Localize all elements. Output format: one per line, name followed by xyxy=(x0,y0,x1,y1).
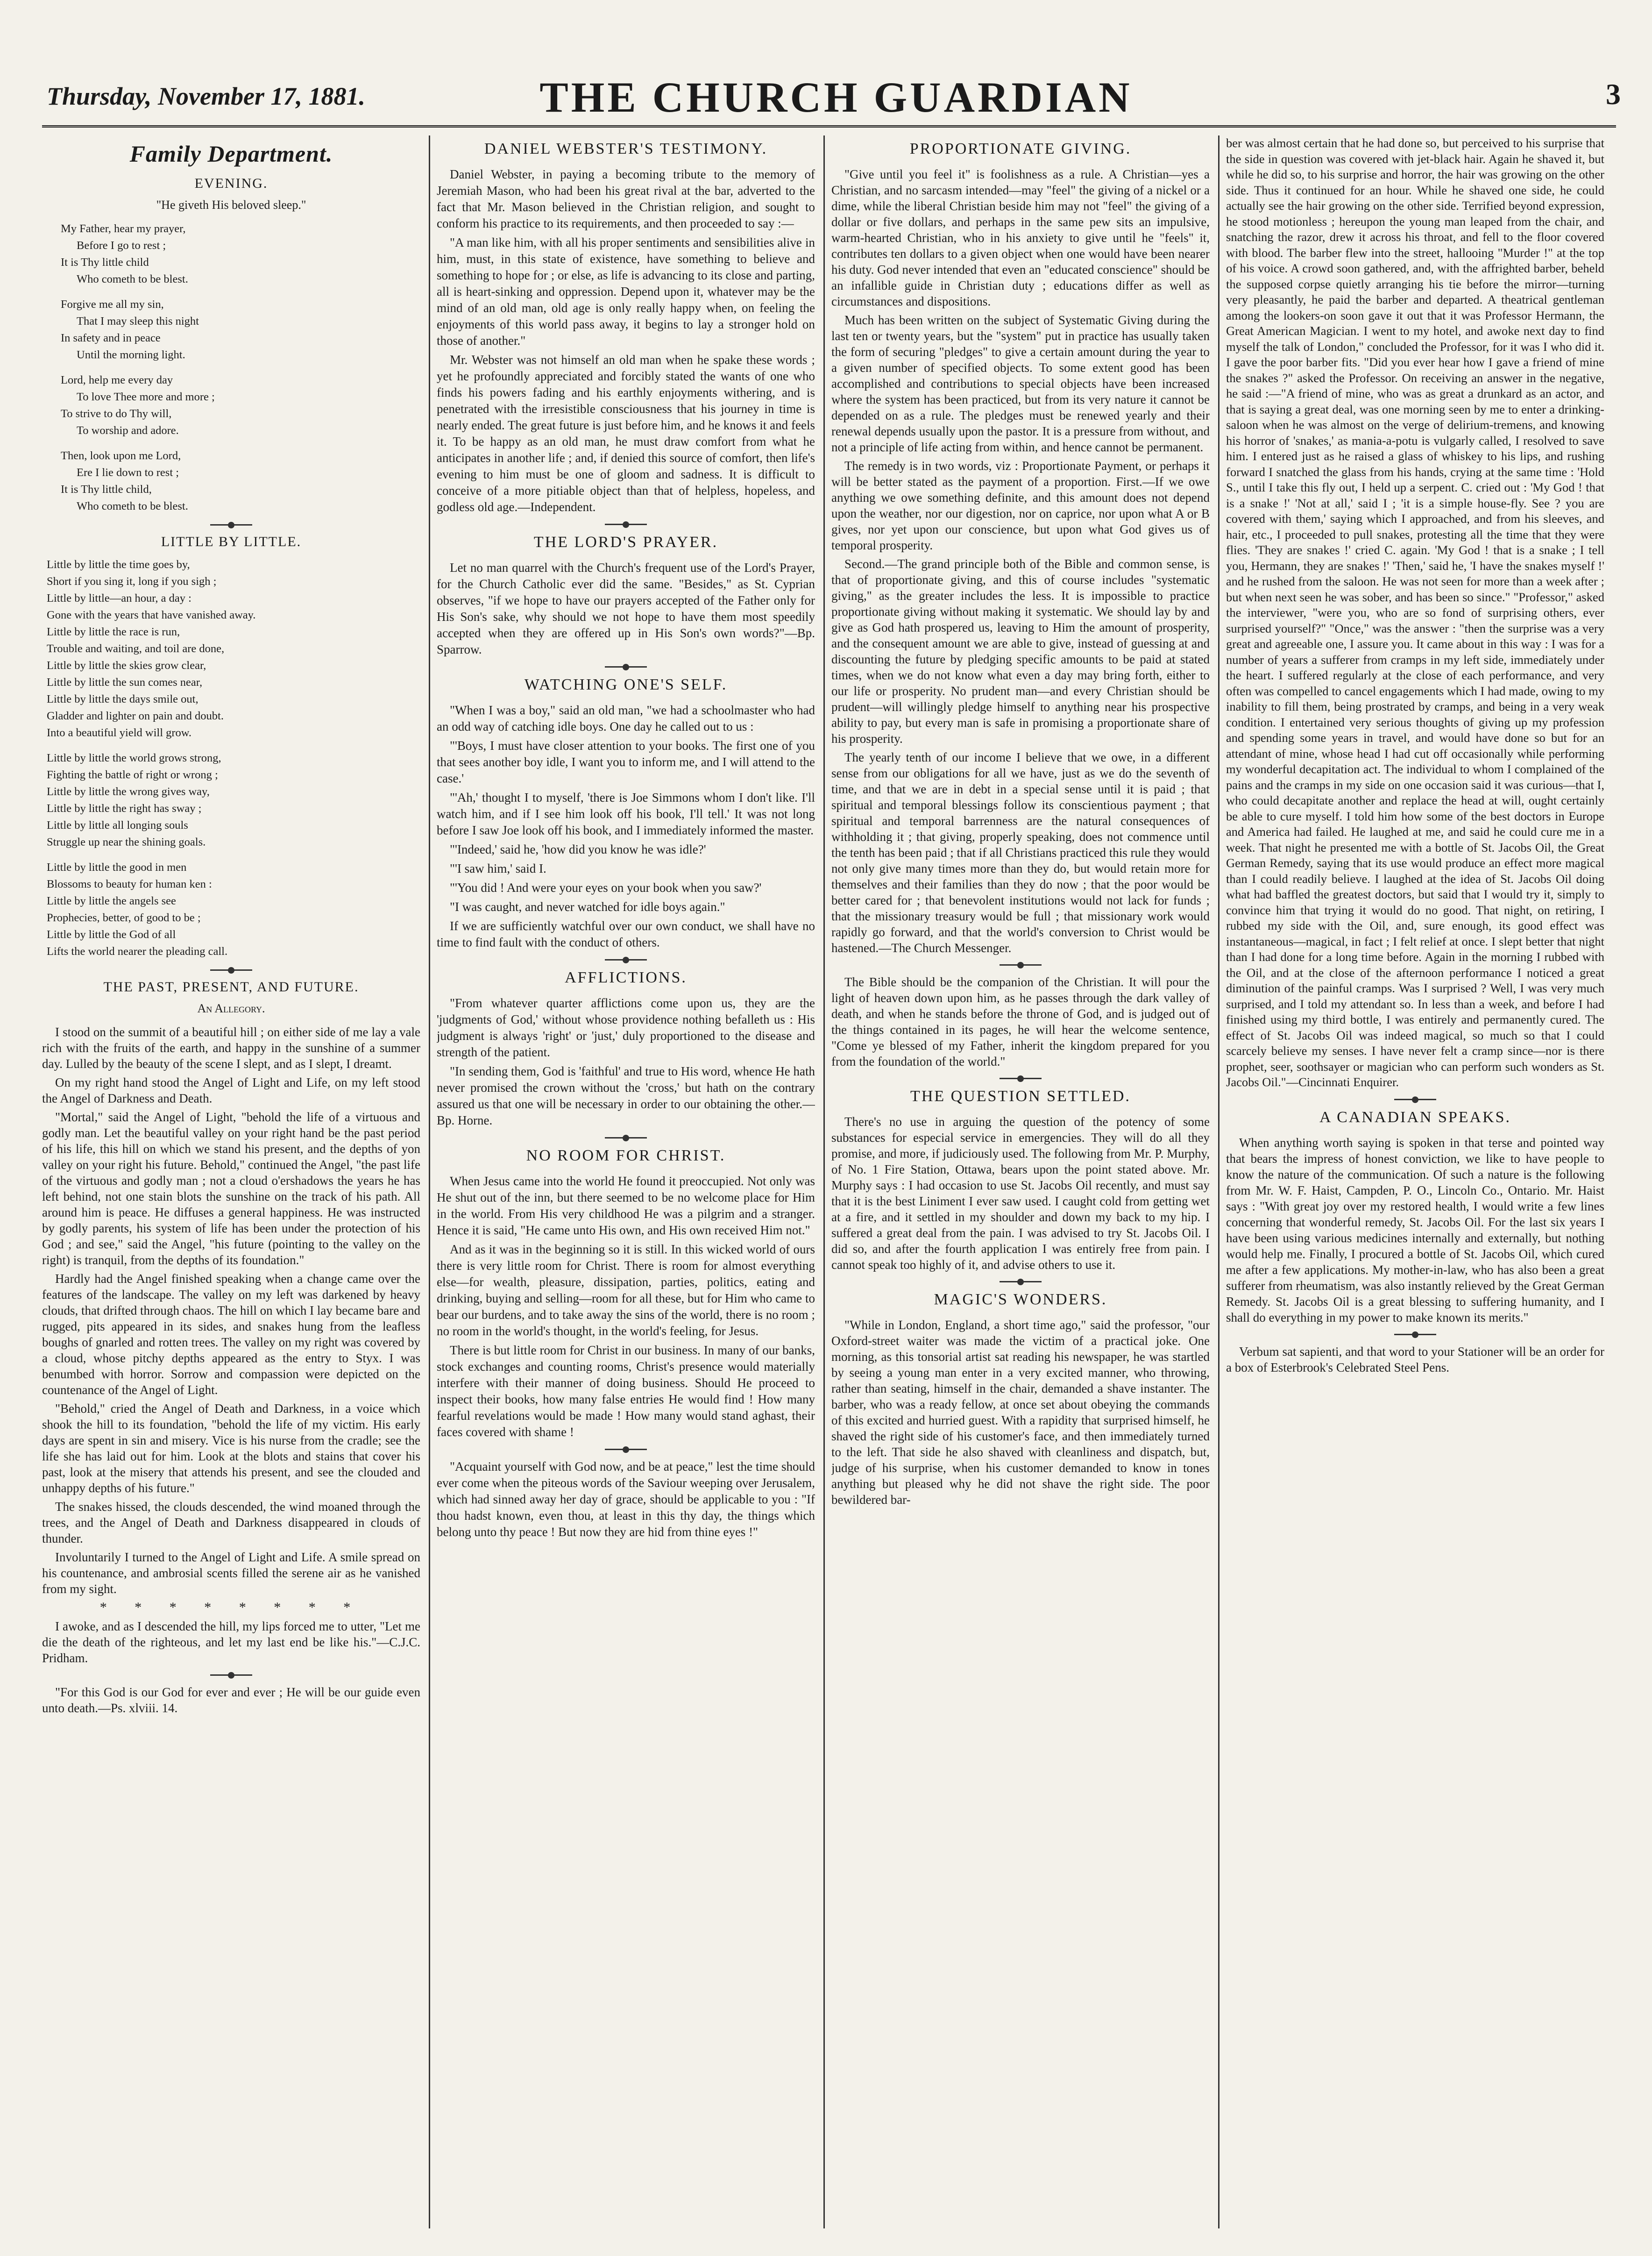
poem-title: LITTLE BY LITTLE. xyxy=(161,534,302,549)
article-title: WATCHING ONE'S SELF. xyxy=(524,676,728,693)
poem-line: Little by little the good in men xyxy=(47,861,187,874)
article-title: MAGIC'S WONDERS. xyxy=(934,1291,1107,1308)
poem-line: Little by little the God of all xyxy=(47,928,176,941)
poem-line: Lifts the world nearer the pleading call. xyxy=(47,945,228,958)
article-past-present-future xyxy=(42,979,420,1716)
poem-line: Little by little all longing souls xyxy=(47,819,188,832)
article-paragraph: The remedy is in two words, viz : Proportionate Payment, or perhaps it will be better stated as the payment of a proportion. First.—If we owe anything we owe something definite, and this amount does not depend upon the weather, nor our digestion, nor on caprice, nor upon what A or B gives, nor yet upon our conscience, but upon what God gives us of temporal prosperity. xyxy=(831,459,1210,552)
article-title: THE QUESTION SETTLED. xyxy=(910,1088,1131,1105)
article-paragraph: When anything worth saying is spoken in that terse and pointed way that bears the impress of honest conviction, we like to have people to know the nature of the communication. Of such a nature is the following from Mr. W. F. Haist, Campden, P. O., Lincoln Co., Ontario. Mr. Haist says : "With great joy over my restored health, I would write a few lines concerning that wonderful remedy, St. Jacobs Oil. For the last six years I have been using various medicines internally and externally, but nothing would help me. Finally, I procured a bottle of St. Jacobs Oil, which cured me after a few applications. My mother-in-law, who has also been a great sufferer from rheumatism, was also instantly relieved by the Great German Remedy. St. Jacobs Oil is a great blessing to suffering humanity, and I shall do everything in my power to make known its merits." xyxy=(1226,1135,1604,1324)
section-separator xyxy=(1000,1281,1042,1282)
poem-little-by-little xyxy=(42,534,420,960)
page-number: 3 xyxy=(1606,78,1621,111)
section-separator xyxy=(605,1137,647,1139)
article-paragraph: The yearly tenth of our income I believe that we owe, in a different sense from our obligations for all we have, just as we do the seventh of time, and that we are in debt in a special sense until it is paid ; that spiritual and temporal blessings follow its conscientious payment ; that spiritual and temporal barrenness are the natural consequences of withholding it ; that giving, properly speaking, does not commence until the tenth has been paid ; that if all Christians practiced this rule they would not only give many times more than they do, but would retain more for themselves and their families than they do now ; that the poor would be better cared for ; that benevolent institutions would not lack for funds ; that the missionary treasury would be full ; that missionary work would rapidly go forward, and that the world's conversion to Christ would be hastened.—The Church Messenger. xyxy=(831,750,1210,955)
department-heading: Family Department. xyxy=(129,141,333,167)
poem-body xyxy=(47,556,420,960)
newspaper-title: THE CHURCH GUARDIAN xyxy=(539,73,1133,121)
article-magics-wonders xyxy=(831,1291,1210,1508)
section-separator xyxy=(605,666,647,668)
poem-evening xyxy=(42,176,420,515)
section-separator xyxy=(1000,1078,1042,1079)
poem-line: Prophecies, better, of good to be ; xyxy=(47,911,201,924)
column-3 xyxy=(831,135,1210,2228)
poem-line: Forgive me all my sin, xyxy=(61,298,164,311)
poem-line: Lord, help me every day xyxy=(61,374,173,386)
article-paragraph: "'Indeed,' said he, 'how did you know he was idle?' xyxy=(450,842,706,856)
article-paragraph: "A man like him, with all his proper sentiments and sensibilities alive in him, must, in this state of existence, have something to believe and something to hope for ; or else, as life is advancing to its close and parting, all is heart-sinking and oppression. Depend upon it, whatever may be the mind of an old man, old age is only really happy when, on feeling the enjoyments of this world pass away, it begins to lay a stronger hold on those of another." xyxy=(437,235,815,348)
article-paragraph: On my right hand stood the Angel of Light and Life, on my left stood the Angel of Darkness and Death. xyxy=(42,1075,420,1105)
column-divider xyxy=(429,135,430,2228)
article-title: A CANADIAN SPEAKS. xyxy=(1319,1108,1511,1126)
section-separator xyxy=(605,524,647,525)
article-paragraph: "Mortal," said the Angel of Light, "behold the life of a virtuous and godly man. Let the beautiful valley on your right hand be the past period of his life, this hill on which we stand his present, and the depths of yon valley on your right his future. Behold," continued the Angel, "the past life of the virtuous and godly man ; not a cloud o'ershadows the years he has left behind, not one stain blots the sunshine on the track of his path. All around him is peace. He diffuses a general happiness. He was instructed by godly parents, his system of life has been under the protection of his God ; and see," said the Angel, "his future (pointing to the valley on the right) is tranquil, from the depths of its foundation." xyxy=(42,1110,420,1267)
article-paragraph: The snakes hissed, the clouds descended, the wind moaned through the trees, and the Angel of Death and Darkness disappeared in clouds of thunder. xyxy=(42,1500,420,1545)
article-paragraph: "I was caught, and never watched for idle boys again." xyxy=(450,900,725,914)
poem-line: That I may sleep this night xyxy=(77,315,199,327)
poem-line: Struggle up near the shining goals. xyxy=(47,836,206,848)
poem-line: Who cometh to be blest. xyxy=(77,500,188,512)
article-title: AFFLICTIONS. xyxy=(565,969,687,986)
poem-line: To worship and adore. xyxy=(77,424,179,437)
article-title: THE PAST, PRESENT, AND FUTURE. xyxy=(103,979,359,995)
poem-line: Little by little the sun comes near, xyxy=(47,676,203,689)
poem-stanza xyxy=(47,859,420,960)
poem-line: Little by little the wrong gives way, xyxy=(47,785,210,798)
poem-line: Fighting the battle of right or wrong ; xyxy=(47,769,218,781)
poem-line: Little by little the right has sway ; xyxy=(47,802,202,815)
article-watching xyxy=(437,676,815,951)
poem-line: Little by little the time goes by, xyxy=(47,558,190,571)
article-paragraph: "Behold," cried the Angel of Death and Darkness, in a voice which shook the hill to its foundation, "behold the life of my victim. His early days are spent in sin and misery. Vice is his nurse from the cradle; see the life she has laid out for him. Look at the blots and stains that cover his past, look at the misery that attends his present, and see the clouded and unhappy depths of his future." xyxy=(42,1402,420,1495)
section-separator xyxy=(210,969,252,971)
article-paragraph: "'Boys, I must have closer attention to your books. The first one of you that sees another boy idle, I want you to inform me, and I will attend to the case.' xyxy=(437,739,815,785)
poem-stanza xyxy=(47,556,420,741)
poem-stanza xyxy=(61,448,420,515)
poem-line: Before I go to rest ; xyxy=(77,239,166,252)
poem-line: Little by little the angels see xyxy=(47,895,176,907)
article-title: DANIEL WEBSTER'S TESTIMONY. xyxy=(484,140,768,157)
article-paragraph: "Acquaint yourself with God now, and be at peace," lest the time should ever come when the piteous words of the Saviour weeping over Jerusalem, which had sinned away her day of grace, should be applicable to you : "If thou hadst known, even thou, at least in this thy day, the things which belong unto thy peace ! But now they are hid from thine eyes !" xyxy=(437,1459,815,1539)
poem-epigraph: "He giveth His beloved sleep." xyxy=(156,198,306,212)
poem-line: Into a beautiful yield will grow. xyxy=(47,726,192,739)
poem-line: Trouble and waiting, and toil are done, xyxy=(47,642,225,655)
article-paragraph: If we are sufficiently watchful over our own conduct, we shall have no time to find fault with the conduct of others. xyxy=(437,919,815,949)
issue-date: Thursday, November 17, 1881. xyxy=(47,82,365,110)
section-separator xyxy=(1394,1334,1436,1335)
column-4 xyxy=(1226,135,1604,2228)
article-canadian-speaks xyxy=(1226,1109,1604,1375)
poem-line: Little by little the days smile out, xyxy=(47,693,199,705)
poem-line: Little by little the skies grow clear, xyxy=(47,659,206,672)
poem-line: Until the morning light. xyxy=(77,349,185,361)
article-paragraph: Hardly had the Angel finished speaking when a change came over the features of the landscape. The valley on my left was darkened by heavy clouds, that drifted through chaos. The hill on which I lay became bare and rugged, pits appeared in its sides, and snakes hung from the leafless boughs of gnarled and rotten trees. The valley on my right was covered by a cloud, whose pitchy depths appeared as the entry to Styx. I was benumbed with horror. Sorrow and compassion were depicted on the countenance of the Angel of Light. xyxy=(42,1272,420,1397)
article-webster xyxy=(437,140,815,515)
column-1 xyxy=(42,135,420,2228)
article-no-room xyxy=(437,1147,815,1540)
poem-stanza xyxy=(47,750,420,851)
article-paragraph: The Bible should be the companion of the Christian. It will pour the light of heaven down upon him, as he passes through the dark valley of death, and when he stands before the throne of God, and is judged out of the things contained in its pages, he will hear the welcome sentence, "Come ye blessed of my Father, inherit the kingdom prepared for you from the foundation of the world." xyxy=(831,975,1210,1068)
article-paragraph: ber was almost certain that he had done so, but perceived to his surprise that the side in question was covered with jet-black hair. Again he shaved it, but while he did so, to his surprise and horror, the hair was growing on the other side. Thus it continued for an hour. While he shaved one side, he could actually see the hair growing on the other side. Terrified beyond expression, he stood motionless ; hereupon the young man leaped from the chair, and snatching the razor, drew it across his throat, and fell to the floor covered with blood. The barber flew into the street, hallooing "Murder !" at the top of his voice. A crowd soon gathered, and, with the affrighted barber, beheld the supposed corpse quietly arranging his tie before the mirror—turning very pleasantly, he paid the barber and departed. A theatrical gentleman among the lookers-on soon gave it out that it was Professor Hermann, the Great American Magician. I went to my hotel, and awoke next day to find myself the talk of London," concluded the Professor, for it was I who did it. I gave the poor barber fits. "Did you ever hear how I gave a friend of mine the snakes ?" asked the Professor. On receiving an answer in the negative, he said :—"A friend of mine, who was as great a drunkard as an actor, and that is saying a great deal, was one morning seen by me to enter a drinking-saloon when he was almost on the verge of delirium-tremens, and knowing his horror of 'snakes,' as mania-a-potu is vulgarly called, I resolved to save him. I entered just as he raised a glass of whiskey to his lips, and rushing forward I snatched the glass from his hands, crying at the same time : 'Hold S., until I take this fly out, I held up a serpent. C. cried out : 'My God ! that is a snake !' 'Not at all,' said I ; 'it is a simple house-fly. See ? you are covered with them,' saying which I approached, and from his sleeves, and hair, etc., I proceeded to pull snakes, protesting all the time that they were flies. 'They are snakes !' cried C. again. 'My God ! that is a snake ; I tell you, Hermann, they are snakes !' 'Then,' said he, 'I have the snakes myself !' and he rushed from the saloon. He was not seen for more than a week after ; but when next seen he was sober, and has been so since." "Professor," asked the interviewer, "were you, who are so fond of surprising others, ever surprised yourself?" "Once," was the answer : "then the surprise was a very great and agreeable one, I assure you. It came about in this way : I was for a number of years a sufferer from cramps in my left side, immediately under the heart. I suffered regularly at the close of each performance, and very often was compelled to cancel engagements which I had made, owing to my inability to fill them, being prostrated by cramps, and being in a very weak condition. I entertained very serious thoughts of giving up my profession and spending some years in travel, and would have done so but for an attendant of mine, whose head I had cut off occasionally while performing my wonderful decapitation act. The individual to whom I complained of the pains and the cramps in my side on one occasion said it was curious—that I, who could decapitate another and replace the head at will, ought certainly be able to cure myself. I told him how some of the best doctors in Europe and America had failed. He laughed at me, and said he could cure me in a week. That night he presented me with a bottle of St. Jacobs Oil, the Great German Remedy, saying that its use would produce an effect more magical than I could readily believe. I laughed at the idea of St. Jacobs Oil doing what had baffled the greatest doctors, but said that I would try it, simply to convince him that trying it would do no good. That night, on retiring, I rubbed my side with the Oil, and, sure enough, its good effect was instantaneous—magical, in fact ; I felt relief at once. I slept better that night than I had done for a long time before. Again in the morning I rubbed with the Oil, and at the close of the afternoon performance I noticed a great diminution of the painful cramps. Was I surprised ? Well, I was very much surprised, and I told my attendant so. In less than a week, and before I had finished using my third bottle, I was entirely and permanently cured. The effect of St. Jacobs Oil was indeed magical, so much so that I could scarcely believe my senses. I have never felt a cramp since—nor is there prophet, seer, soothsayer or magician who can perform such wonders as St. Jacobs Oil."—Cincinnati Enquirer. xyxy=(1226,136,1604,1089)
poem-line: My Father, hear my prayer, xyxy=(61,222,186,235)
poem-line: Little by little—an hour, a day : xyxy=(47,592,191,605)
article-proportionate-giving xyxy=(831,140,1210,1069)
masthead-rule xyxy=(42,125,1616,128)
poem-line: Who cometh to be blest. xyxy=(77,273,188,285)
article-paragraph: "In sending them, God is 'faithful' and true to His word, whence He hath never promised the crown without the 'cross,' but hath on the contrary assured us that one will be necessary in order to our obtaining the other.—Bp. Horne. xyxy=(437,1064,815,1127)
article-afflictions xyxy=(437,969,815,1129)
poem-line: Then, look upon me Lord, xyxy=(61,449,181,462)
article-paragraph: Much has been written on the subject of Systematic Giving during the last ten or twenty years, but the "system" put in practice has usually taken the form of securing "pledges" to give a certain amount during the year to a given number of specified objects. To some extent good has been accomplished and contributions to special objects have been increased where the system has been practiced, but from its very nature it cannot be depended on as a rule. The pledges must be renewed yearly and their renewal depends usually upon the pastor. It is a pressure from without, and not a principle of life acting from within, and hence cannot be permanent. xyxy=(831,313,1210,454)
poem-line: Ere I lie down to rest ; xyxy=(77,466,179,479)
article-paragraph: Let no man quarrel with the Church's frequent use of the Lord's Prayer, for the Church Catholic ever did the same. "Besides," as St. Cyprian observes, "if we hope to have our prayers accepted of the Father only for His Son's sake, why should we not hope to have them most speedily accepted when they are offered up in His Son's own words?"—Bp. Sparrow. xyxy=(437,561,815,656)
article-paragraph: "When I was a boy," said an old man, "we had a schoolmaster who had an odd way of catching idle boys. One day he called out to us : xyxy=(437,703,815,733)
poem-stanza xyxy=(61,296,420,363)
section-separator xyxy=(1000,964,1042,966)
poem-stanza xyxy=(61,221,420,288)
section-separator xyxy=(210,1674,252,1676)
article-paragraph: Mr. Webster was not himself an old man when he spake these words ; yet he profoundly appreciated and forcibly stated the wants of one who finds his powers fading and his earthly enjoyments withering, and is penetrated with the irresistible consciousness that his journey in time is nearly ended. The great future is just before him, and he knows it and feels it. To be happy as an old man, he must draw comfort from what he anticipates in another life ; and, if denied this source of comfort, then life's evening to him must be one of gloom and sadness. It is difficult to conceive of a more pitiable object than that of helpless, hopeless, and godless old age.—Independent. xyxy=(437,353,815,514)
article-paragraph: Involuntarily I turned to the Angel of Light and Life. A smile spread on his countenance, and ambrosial scents filled the serene air as he vanished from my sight. xyxy=(42,1550,420,1596)
poem-line: Gone with the years that have vanished away. xyxy=(47,609,256,621)
article-title: NO ROOM FOR CHRIST. xyxy=(526,1147,726,1164)
poem-body xyxy=(61,221,420,515)
article-paragraph: "'Ah,' thought I to myself, 'there is Joe Simmons whom I don't like. I'll watch him, and if I see him look off his book, I'll tell.' It was not long before I saw Joe look off his book, and I immediately informed the master. xyxy=(437,790,815,837)
article-paragraph: There is but little room for Christ in our business. In many of our banks, stock exchanges and counting rooms, Christ's presence would materially interfere with their manner of doing business. Should He proceed to inspect their books, how many false entries He would find ! How many fearful revelations would be made ! How many would stand aghast, their faces covered with shame ! xyxy=(437,1343,815,1439)
section-separator xyxy=(605,1449,647,1450)
article-paragraph: "'You did ! And were your eyes on your book when you saw?' xyxy=(450,881,762,895)
article-paragraph: I awoke, and as I descended the hill, my lips forced me to utter, "Let me die the death of the righteous, and let my last end be like his."—C.J.C. Pridham. xyxy=(42,1619,420,1665)
column-divider xyxy=(1218,135,1220,2228)
poem-line: It is Thy little child, xyxy=(61,483,152,496)
poem-line: Little by little the world grows strong, xyxy=(47,752,221,764)
poem-title: EVENING. xyxy=(194,176,268,191)
article-paragraph: And as it was in the beginning so it is still. In this wicked world of ours there is very little room for Christ. There is room for almost everything else—for wealth, pleasure, dissipation, parties, politics, eating and drinking, buying and selling—room for all these, but for Him who came to bear our burdens, and to take away the sins of the world, there is no room ; no room in the world's thought, in the world's feeling, for Jesus. xyxy=(437,1242,815,1338)
article-paragraph: There's no use in arguing the question of the potency of some substances for especial service in emergencies. They will do all they promise, and more, if judiciously used. The following from Mr. P. Murphy, of No. 1 Fire Station, Ottawa, bears upon the point stated above. Mr. Murphy says : I had occasion to use St. Jacobs Oil recently, and must say that it is the best Liniment I ever saw used. I caught cold from getting wet at a fire, and it settled in my shoulder and down my back to my hip. I suffered a great deal from the pain. I was advised to try St. Jacobs Oil. I did so, and after the fourth application I was entirely free from pain. I cannot speak too highly of it, and advise others to use it. xyxy=(831,1115,1210,1272)
article-paragraph: I stood on the summit of a beautiful hill ; on either side of me lay a vale rich with the fruits of the earth, and happy in the sunshine of a summer day. Lulled by the beauty of the scene I slept, and as I slept, I dreamt. xyxy=(42,1025,420,1071)
poem-line: In safety and in peace xyxy=(61,332,161,344)
asterism: * * * * * * * * xyxy=(99,1600,363,1615)
poem-line: Gladder and lighter on pain and doubt. xyxy=(47,710,224,722)
section-separator xyxy=(1394,1099,1436,1100)
scripture-quote: "For this God is our God for ever and ever ; He will be our guide even unto death.—Ps. xlviii. 14. xyxy=(42,1685,420,1715)
article-title: THE LORD'S PRAYER. xyxy=(533,534,718,551)
poem-line: Little by little the race is run, xyxy=(47,626,180,638)
poem-stanza xyxy=(61,372,420,439)
poem-line: It is Thy little child xyxy=(61,256,149,269)
poem-line: To strive to do Thy will, xyxy=(61,407,172,420)
column-2 xyxy=(437,135,815,2228)
article-paragraph: "'I saw him,' said I. xyxy=(450,861,546,875)
article-subtitle: An Allegory. xyxy=(197,1002,265,1015)
section-separator xyxy=(210,524,252,526)
article-magics-wonders-continued xyxy=(1226,135,1604,1090)
poem-line: Short if you sing it, long if you sigh ; xyxy=(47,575,217,588)
column-divider xyxy=(823,135,825,2228)
article-paragraph: Second.—The grand principle both of the Bible and common sense, is that of proportionate giving, and this of course includes "systematic giving," as the greater includes the less. It is impossible to practice proportionate giving without making it systematic. We should lay by and give as God hath prospered us, leaving to Him the amount of prosperity, and the consequent amount we are able to give, instead of guessing at and discounting the future by pledging specific amounts to be paid at stated times, when we do not know what even a day may bring forth, either to our life or prosperity. No prudent man—and every Christian should be prudent—will willingly pledge himself to anything near his prospective ability to pay, but every man is safe in promising a proportionate share of his prosperity. xyxy=(831,557,1210,746)
masthead xyxy=(42,63,1630,119)
article-paragraph: "Give until you feel it" is foolishness as a rule. A Christian—yes a Christian, and no sarcasm intended—may "feel" the giving of a nickel or a dime, while the liberal Christian beside him may not "feel" the giving of a dollar or five dollars, and perhaps in the same pew sits an impulsive, warm-hearted Christian, who in his anxiety to give until he "feels" it, contributes ten dollars to a given object when one would have been nearer his duty. God never intended that even an "educated conscience" should be an infallible guide in Christian duty ; educations differ as well as circumstances and dispositions. xyxy=(831,167,1210,308)
article-paragraph: "While in London, England, a short time ago," said the professor, "our Oxford-street waiter was made the victim of a practical joke. One morning, as this tonsorial artist sat reading his newspaper, he was startled by seeing a young man enter in a very excited manner, who throwing, rather than seating, himself in the chair, demanded a shave instanter. The barber, who was a ready fellow, at once set about obeying the commands of this excited and hurried guest. With a rapidity that surprised himself, he shaved the right side of his customer's face, and then immediately turned to the left. That side he also shaved with cleanliness and dispatch, but, judge of his surprise, when his customer demanded to know in tones anything but pleased why he did not shave the right side. The poor bewildered bar- xyxy=(831,1318,1210,1507)
section-separator xyxy=(605,959,647,961)
article-lords-prayer xyxy=(437,534,815,658)
article-title: PROPORTIONATE GIVING. xyxy=(909,140,1132,157)
article-question-settled xyxy=(831,1088,1210,1273)
article-paragraph: When Jesus came into the world He found it preoccupied. Not only was He shut out of the inn, but there seemed to be no welcome place for Him in the world. From His very childhood He was a pilgrim and a stranger. Hence it is said, "He came unto His own, and His own received Him not." xyxy=(437,1174,815,1237)
poem-line: Blossoms to beauty for human ken : xyxy=(47,878,212,890)
article-paragraph: Verbum sat sapienti, and that word to your Stationer will be an order for a box of Esterbrook's Celebrated Steel Pens. xyxy=(1226,1344,1604,1374)
article-paragraph: Daniel Webster, in paying a becoming tribute to the memory of Jeremiah Mason, who had been his great rival at the bar, adverted to the fact that Mr. Mason believed in the Christian religion, and sought to conform his practice to its requirements, and then proceeded to say :— xyxy=(437,167,815,230)
poem-line: To love Thee more and more ; xyxy=(77,391,215,403)
article-paragraph: "From whatever quarter afflictions come upon us, they are the 'judgments of God,' without whose providence nothing befalleth us : His judgment is always 'right' or 'just,' duly proportioned to the disease and strength of the patient. xyxy=(437,996,815,1059)
